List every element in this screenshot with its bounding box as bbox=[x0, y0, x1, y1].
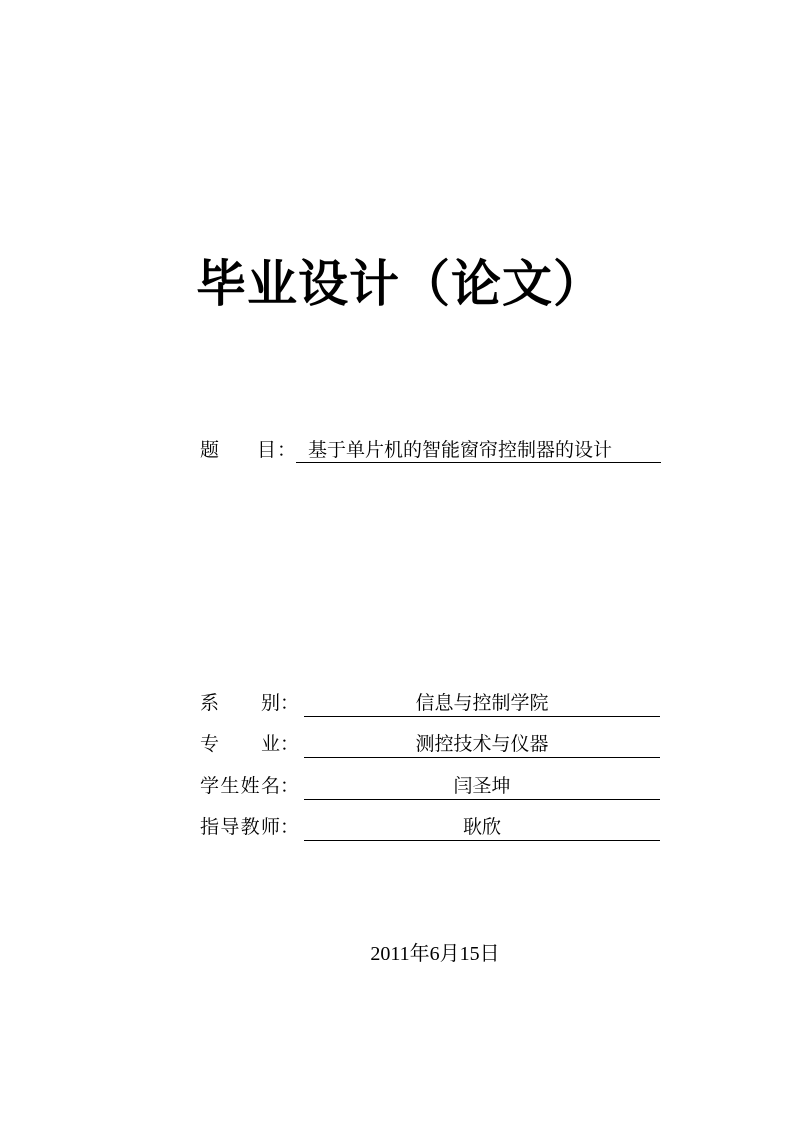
thesis-title: 毕业设计（论文） bbox=[196, 255, 604, 313]
major-colon: ： bbox=[280, 733, 300, 755]
advisor-colon: ： bbox=[280, 816, 300, 838]
department-colon: ： bbox=[280, 692, 300, 714]
advisor-value: 耿欣 bbox=[304, 812, 660, 841]
major-label: 专 业 bbox=[200, 733, 280, 755]
department-value: 信息与控制学院 bbox=[304, 688, 660, 717]
topic-label: 题 目 bbox=[200, 439, 277, 461]
student-label: 学生姓名 bbox=[200, 775, 280, 797]
department-label: 系 别 bbox=[200, 692, 280, 714]
student-colon: ： bbox=[280, 775, 300, 797]
student-value: 闫圣坤 bbox=[304, 771, 660, 800]
major-value: 测控技术与仪器 bbox=[304, 729, 660, 758]
topic-colon: ： bbox=[277, 439, 297, 461]
topic-value: 基于单片机的智能窗帘控制器的设计 bbox=[296, 435, 661, 463]
advisor-label: 指导教师 bbox=[200, 816, 280, 838]
submission-date: 2011年6月15日 bbox=[370, 943, 500, 965]
